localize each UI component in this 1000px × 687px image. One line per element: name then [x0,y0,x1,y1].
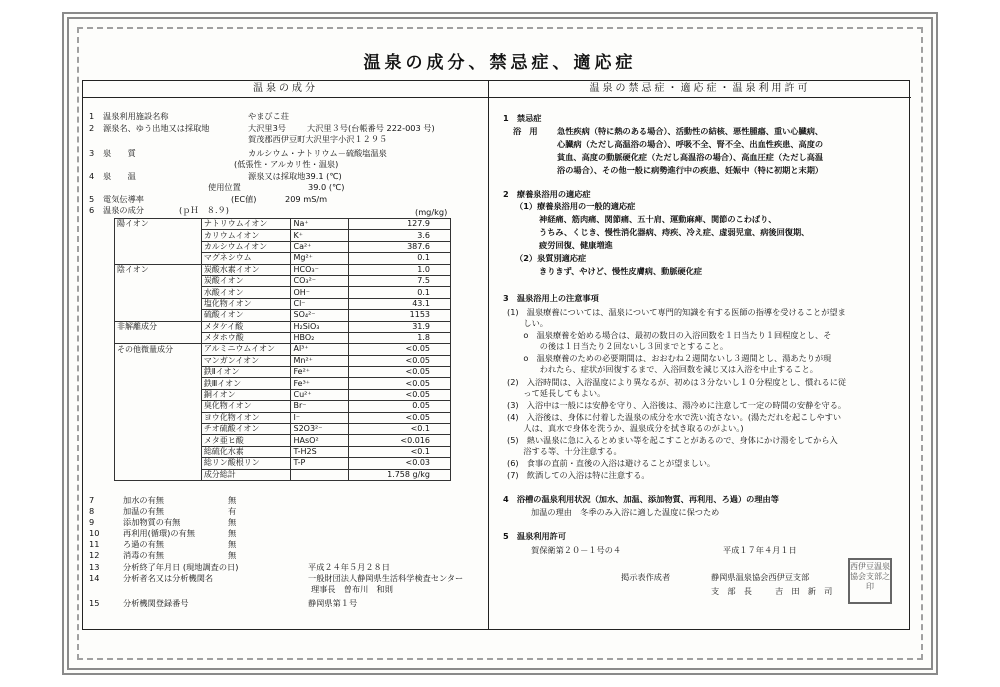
table-row [115,412,451,423]
item-label: 分析者名又は分析機関名 [123,573,214,583]
item-label: ろ過の有無 [123,539,164,549]
item-num: 14 [89,573,100,583]
item-num: 10 [89,528,100,538]
category-cell: 陰イオン [115,264,202,275]
section-1-sub: 浴 用 [513,126,538,136]
component-name-cell: マグネシウム [201,253,291,264]
category-cell [115,412,202,423]
category-cell [115,469,202,480]
component-name-cell: 総硫化水素 [201,446,291,457]
item-value: カルシウム・ナトリウム－硫酸塩温泉 [248,148,387,158]
item-value: 39.0 (℃) [308,182,345,192]
component-name-cell: 鉄Ⅱイオン [201,367,291,378]
value-cell: 7.5 [349,275,451,286]
category-cell [115,367,202,378]
table-row [115,424,451,435]
section-1-line: 心臓病（ただし高温浴の場合）、呼吸不全、腎不全、出血性疾患、高度の [557,139,824,149]
value-cell: 0.1 [349,287,451,298]
component-name-cell: 総リン酸根リン [201,458,291,469]
formula-cell: Cu²⁺ [291,389,349,400]
item-value: 平成２４年５月２８日 [308,562,390,572]
category-cell [115,253,202,264]
section-4-title: 4 浴槽の温泉利用状況（加水、加温、添加物質、再利用、ろ過）の理由等 [503,494,779,504]
formula-cell: Al³⁺ [291,344,349,355]
item-label: 電気伝導率 [103,194,144,204]
permit-number: 賀保衛第２０－１号の４ [531,545,622,555]
category-cell [115,401,202,412]
column-divider [488,81,489,629]
component-name-cell: カルシウムイオン [201,241,291,252]
component-name-cell: チオ硫酸イオン [201,424,291,435]
component-name-cell: メタ亜ヒ酸 [201,435,291,446]
item-value: 無 [228,550,237,560]
component-name-cell: 炭酸水素イオン [201,264,291,275]
value-cell: <0.05 [349,389,451,400]
formula-cell [291,469,349,480]
formula-cell: Ca²⁺ [291,241,349,252]
value-cell: 1153 [349,310,451,321]
item-label: 加水の有無 [123,495,164,505]
component-name-cell: 臭化物イオン [201,401,291,412]
section-1-title: 1 禁忌症 [503,113,542,123]
formula-cell: Cl⁻ [291,298,349,309]
component-name-cell: 鉄Ⅲイオン [201,378,291,389]
formula-cell: HCO₃⁻ [291,264,349,275]
formula-cell: Mn²⁺ [291,355,349,366]
section-2-line: 神経痛、筋肉痛、関節痛、五十肩、運動麻痺、関節のこわばり、 [539,214,777,224]
component-name-cell: 成分総計 [201,469,291,480]
formula-cell: S2O3²⁻ [291,424,349,435]
item-label: 泉 温 [103,171,136,181]
item-num: 15 [89,598,100,608]
value-cell: 43.1 [349,298,451,309]
item-num: 5 [89,194,95,204]
section-3-line: って延長してもよい。 [507,388,606,398]
category-cell [115,230,202,241]
item-num: 6 [89,205,95,215]
item-label: 分析機関登録番号 [123,598,189,608]
section-2-line: うちみ、くじき、慢性消化器病、痔疾、冷え症、虚弱児童、病後回復期、 [539,227,810,237]
section-2-sub1: （1）療養泉浴用の一般的適応症 [515,201,636,211]
seal-stamp: 西伊豆温泉協会支部之印 [848,558,892,604]
item-num: 7 [89,495,95,505]
section-3-line: 浴する等、十分注意する。 [507,446,622,456]
value-cell: <0.05 [349,378,451,389]
item-label: 消毒の有無 [123,550,164,560]
item-value: 無 [228,517,237,527]
section-2-title: 2 療養泉浴用の適応症 [503,189,591,199]
section-2-sub2: （2）泉質別適応症 [515,253,587,263]
components-table [114,218,451,481]
formula-cell: Fe³⁺ [291,378,349,389]
section-2-line: 疲労回復、健康増進 [539,240,613,250]
item-num: 1 [89,111,95,121]
item-num: 3 [89,148,95,158]
item-num: 2 [89,123,95,133]
section-1-line: 浴の場合）、その他一般に病勢進行中の疾患、妊娠中（特に初期と末期） [557,165,824,175]
item-num: 4 [89,171,95,181]
item-value: 209 mS/m [285,194,328,204]
item-value: 源泉又は採取地39.1 (℃) [248,171,342,181]
right-column-header: 温泉の禁忌症・適応症・温泉利用許可 [489,81,911,98]
component-name-cell: メタホウ酸 [201,332,291,343]
author-org: 静岡県温泉協会西伊豆支部 [711,572,810,582]
table-row [115,219,451,230]
section-3-title: 3 温泉浴用上の注意事項 [503,293,599,303]
value-cell: 387.6 [349,241,451,252]
category-cell [115,287,202,298]
section-3-line: (2) 入浴時間は、入浴温度により異なるが、初めは３分ないし１０分程度とし、慣れるに従 [507,377,847,387]
item-num: 8 [89,506,95,516]
section-3-line: (6) 食事の直前・直後の入浴は避けることが望ましい。 [507,458,716,468]
formula-cell: Na⁺ [291,219,349,230]
item-label: 温泉利用施設名称 [103,111,169,121]
value-cell: 3.6 [349,230,451,241]
value-cell: <0.05 [349,367,451,378]
component-name-cell: ナトリウムイオン [201,219,291,230]
item-num: 13 [89,562,100,572]
category-cell [115,378,202,389]
table-row [115,378,451,389]
item-label: 泉 質 [103,148,136,158]
table-row [115,389,451,400]
category-cell [115,332,202,343]
table-row [115,469,451,480]
value-cell: 31.9 [349,321,451,332]
category-cell: その他微量成分 [115,344,202,355]
section-3-line: (7) 飲酒しての入浴は特に注意する。 [507,470,650,480]
table-row [115,435,451,446]
category-cell [115,389,202,400]
table-row [115,310,451,321]
value-cell: <0.1 [349,446,451,457]
table-row [115,264,451,275]
formula-cell: T-H2S [291,446,349,457]
item-value: やまびこ荘 [248,111,289,121]
table-row [115,401,451,412]
section-3-line: しい。 [507,318,548,328]
value-cell: 127.9 [349,219,451,230]
left-column-header: 温泉の成分 [83,81,488,98]
component-name-cell: 銅イオン [201,389,291,400]
table-row [115,355,451,366]
item-value: 有 [228,506,237,516]
page-title: 温泉の成分、禁忌症、適応症 [363,53,637,73]
section-3-line: o 温泉療養のための必要期間は、おおむね２週間ないし３週間とし、湯あたりが現 [507,353,832,363]
category-cell [115,241,202,252]
item-value: (ｐＨ ８.９) [179,205,229,215]
value-cell: 1.8 [349,332,451,343]
table-row [115,230,451,241]
category-cell [115,424,202,435]
table-row [115,458,451,469]
category-cell [115,355,202,366]
table-row [115,253,451,264]
item-num: 12 [89,550,100,560]
table-row [115,275,451,286]
formula-cell: Fe²⁺ [291,367,349,378]
section-5-title: 5 温泉利用許可 [503,531,567,541]
table-row [115,241,451,252]
category-cell [115,435,202,446]
section-1-line: 急性疾病（特に熱のある場合）、活動性の結核、悪性腫瘍、重い心臓病、 [557,126,824,136]
formula-cell: HAsO² [291,435,349,446]
component-name-cell: ヨウ化物イオン [201,412,291,423]
category-cell: 陽イオン [115,219,202,230]
author-name: 吉 田 新 司 [775,586,833,596]
value-cell: 1.0 [349,264,451,275]
item-label: 再利用(循環)の有無 [123,528,195,538]
item-value: 無 [228,539,237,549]
author-label: 掲示表作成者 [621,572,671,582]
value-cell: <0.05 [349,344,451,355]
permit-date: 平成１７年４月１日 [723,545,797,555]
section-3-line: の後は１日当たり２回ないし３回までとすること。 [507,341,729,351]
section-3-line: 人は、真水で身体を洗うか、温泉成分を拭き取るのがよい。) [507,423,744,433]
table-row [115,344,451,355]
formula-cell: OH⁻ [291,287,349,298]
item-value: 理事長 曽布川 和則 [311,584,393,594]
formula-cell: SO₄²⁻ [291,310,349,321]
item-value: 静岡県第１号 [308,598,358,608]
formula-cell: T-P [291,458,349,469]
component-name-cell: アルミニウムイオン [201,344,291,355]
section-3-line: o 温泉療養を始める場合は、最初の数日の入浴回数を１日当たり１回程度とし、そ [507,330,832,340]
table-row [115,446,451,457]
section-4-line: 加温の理由 冬季のみ入浴に適した温度に保つため [531,507,720,517]
item-value: 使用位置 [208,182,241,192]
item-value: 大沢里3号 [248,123,286,133]
item-label: 分析終了年月日 (現地調査の日) [123,562,239,572]
formula-cell: Mg²⁺ [291,253,349,264]
category-cell [115,446,202,457]
table-row [115,367,451,378]
component-name-cell: 炭酸イオン [201,275,291,286]
table-row [115,298,451,309]
section-2-line: きりきず、やけど、慢性皮膚病、動脈硬化症 [539,266,703,276]
component-name-cell: 塩化物イオン [201,298,291,309]
component-name-cell: メタケイ酸 [201,321,291,332]
component-name-cell: カリウムイオン [201,230,291,241]
category-cell [115,458,202,469]
table-row [115,321,451,332]
formula-cell: Br⁻ [291,401,349,412]
item-value: (EC値) [231,194,257,204]
formula-cell: H₂SiO₃ [291,321,349,332]
value-cell: <0.05 [349,412,451,423]
formula-cell: HBO₂ [291,332,349,343]
item-num: 11 [89,539,100,549]
section-3-line: われたら、症状が回復するまで、入浴回数を減じ又は入浴を中止すること。 [507,364,818,374]
value-cell: 1.758 g/kg [349,469,451,480]
item-num: 9 [89,517,95,527]
formula-cell: CO₃²⁻ [291,275,349,286]
item-label: 温泉の成分 [103,205,144,215]
item-value: 無 [228,495,237,505]
value-cell: <0.03 [349,458,451,469]
section-3-line: (3) 入浴中は一般には安静を守り、入浴後は、湯冷めに注意して一定の時間の安静を守る。 [507,400,847,410]
category-cell [115,275,202,286]
section-3-line: (4) 入浴後は、身体に付着した温泉の成分を水で洗い流さない。(湯ただれを起こしやすい [507,412,842,422]
item-label: 加温の有無 [123,506,164,516]
section-3-line: (1) 温泉療養については、温泉について専門的知識を有する医師の指導を受けることが望ま [507,307,846,317]
item-value: (低張性・アルカリ性・温泉) [234,159,339,169]
value-cell: <0.05 [349,355,451,366]
category-cell [115,310,202,321]
value-cell: <0.016 [349,435,451,446]
item-value: 無 [228,528,237,538]
component-name-cell: 硫酸イオン [201,310,291,321]
item-label: 源泉名、ゆう出地又は採取地 [103,123,210,133]
item-value: 賀茂郡西伊豆町大沢里字小沢１２９５ [248,134,388,144]
table-row [115,287,451,298]
content-box [82,80,910,630]
section-1-line: 貧血、高度の動脈硬化症（ただし高温浴の場合）、高血圧症（ただし高温 [557,152,824,162]
table-row [115,332,451,343]
item-value: 大沢里３号(台帳番号 222-003 号) [307,123,435,133]
component-name-cell: 水酸イオン [201,287,291,298]
formula-cell: I⁻ [291,412,349,423]
component-name-cell: マンガンイオン [201,355,291,366]
author-title: 支 部 長 [711,586,752,596]
item-label: 添加物質の有無 [123,517,181,527]
section-3-line: (5) 熱い温泉に急に入るとめまい等を起こすことがあるので、身体にかけ湯をしてから入 [507,435,838,445]
formula-cell: K⁺ [291,230,349,241]
value-cell: <0.1 [349,424,451,435]
value-cell: 0.05 [349,401,451,412]
value-cell: 0.1 [349,253,451,264]
category-cell: 非解離成分 [115,321,202,332]
unit-label: (mg/kg) [415,207,448,217]
item-value: 一般財団法人静岡県生活科学検査センター [308,573,464,583]
category-cell [115,298,202,309]
